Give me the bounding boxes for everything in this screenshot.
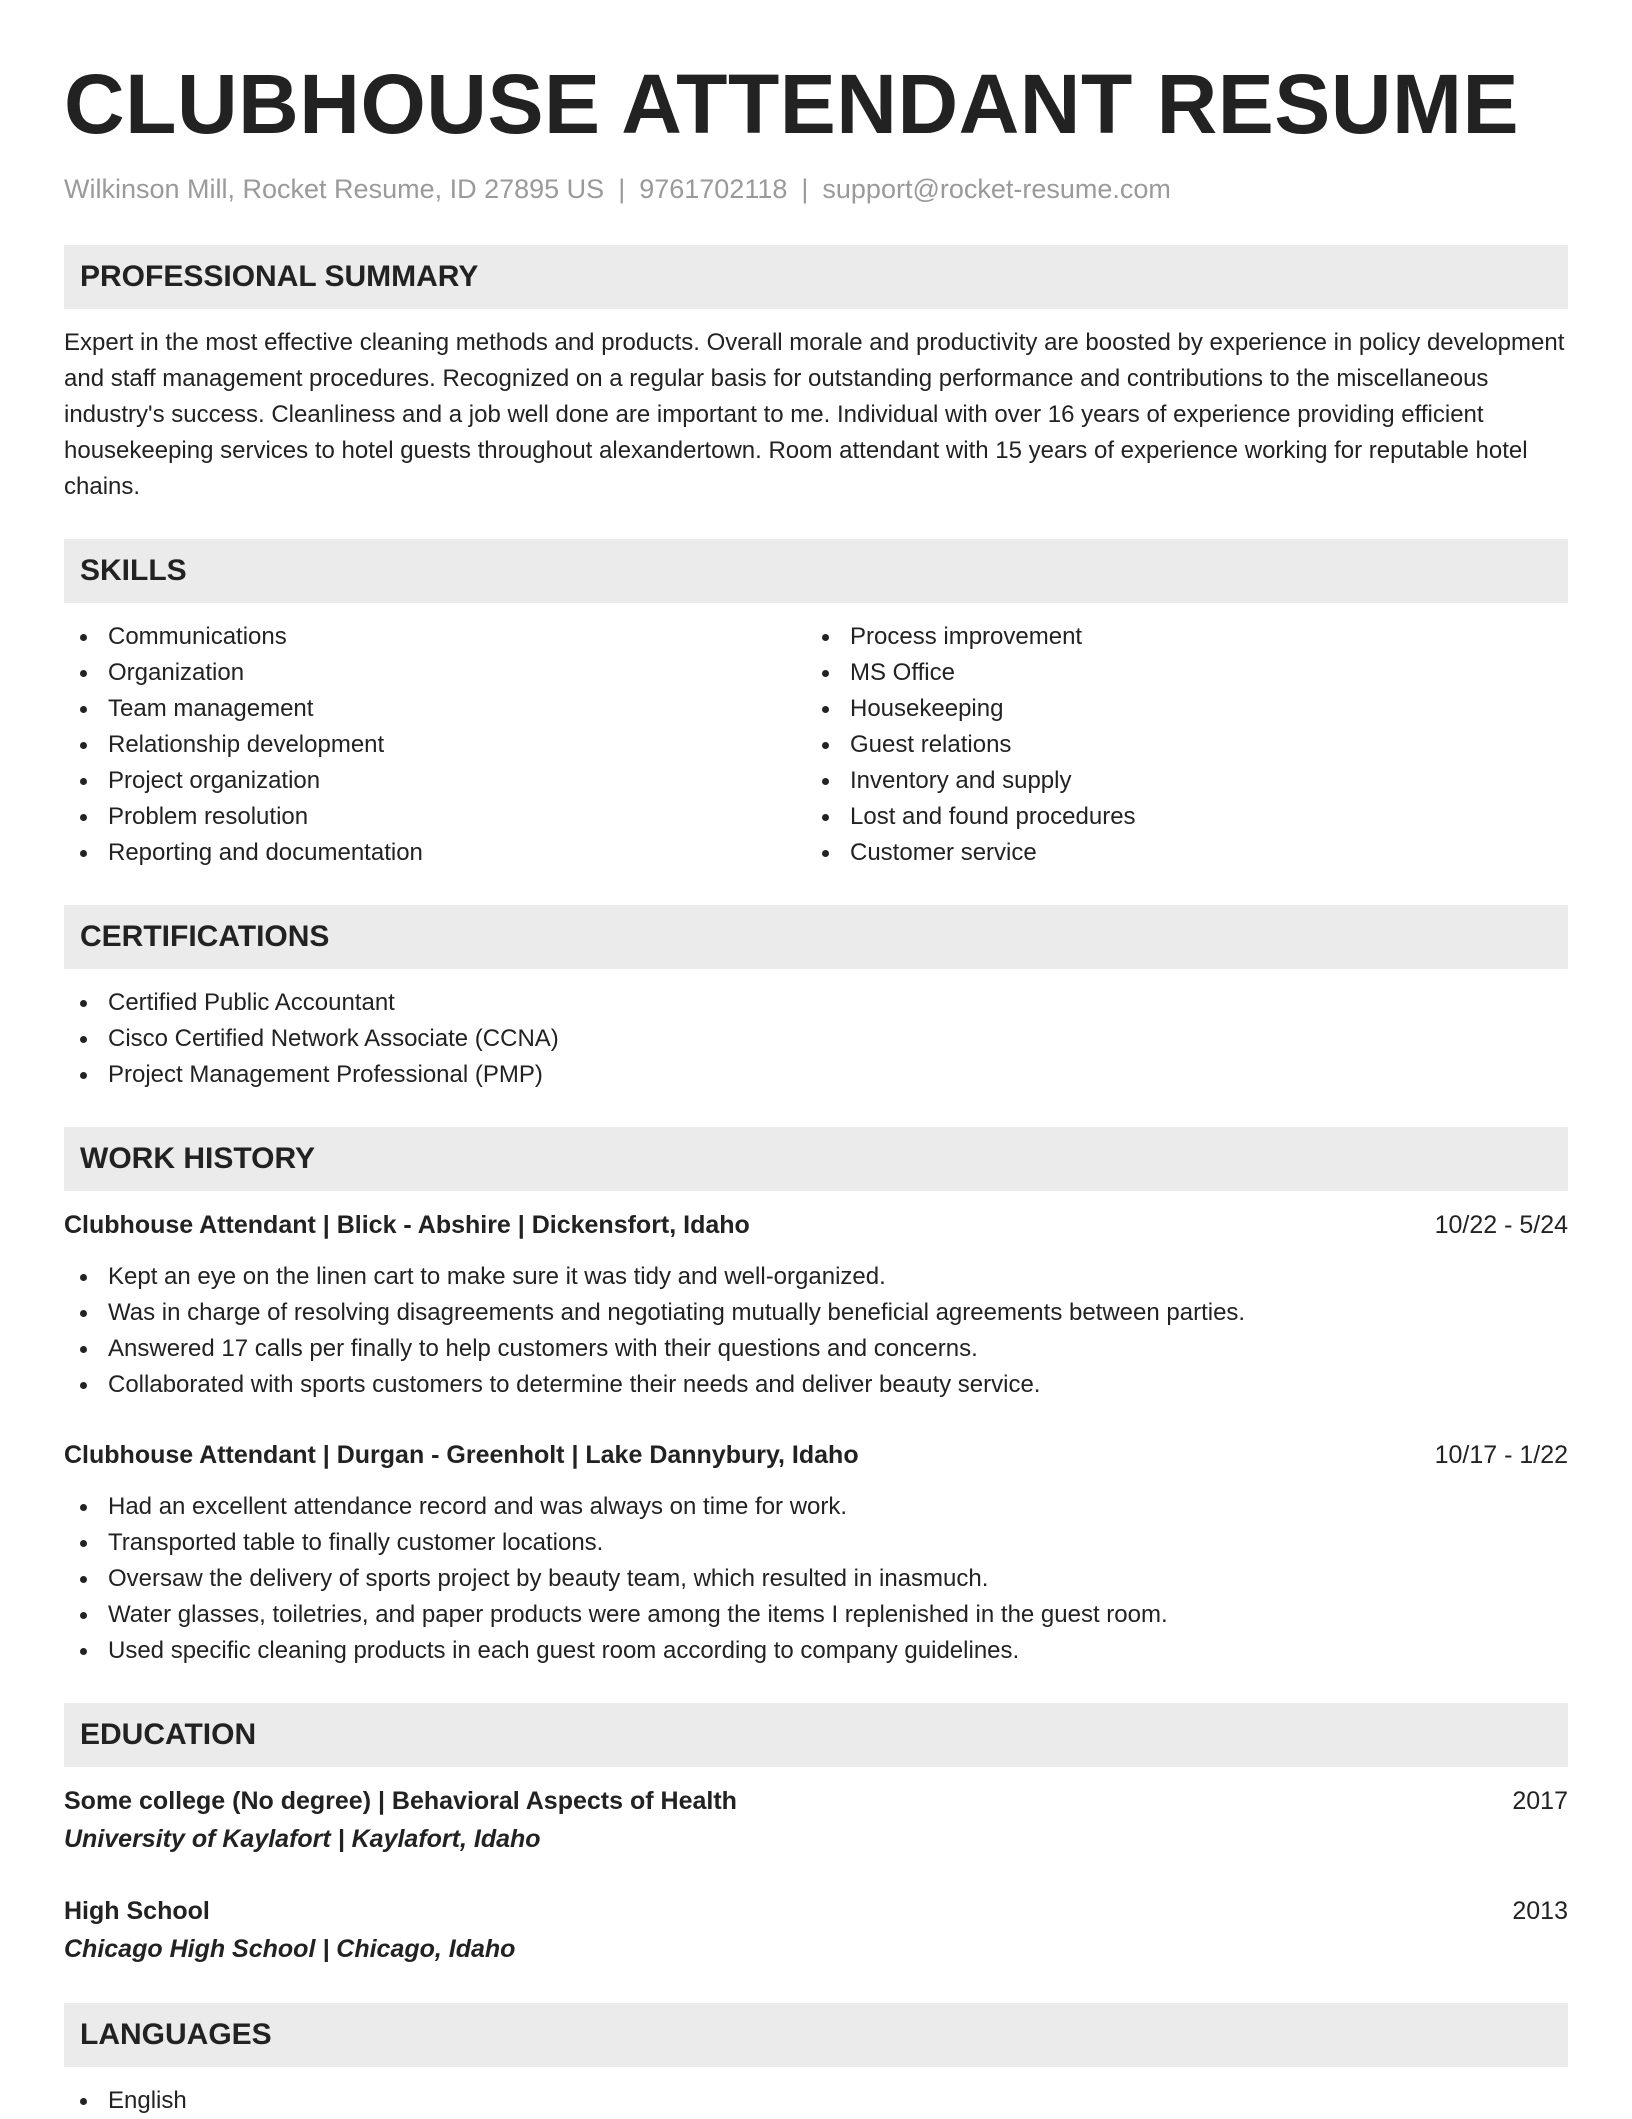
skill-item: MS Office xyxy=(806,655,1548,691)
education-entry xyxy=(64,1893,1568,1967)
job-header xyxy=(64,1207,1568,1243)
education-year: 2017 xyxy=(1512,1787,1568,1815)
education-entry xyxy=(64,1783,1568,1857)
resume-page xyxy=(64,56,1568,2119)
job-entry xyxy=(64,1207,1568,1403)
job-bullet: Water glasses, toiletries, and paper products were among the items I replenished in the guest room. xyxy=(64,1597,1568,1633)
resume-title: CLUBHOUSE ATTENDANT RESUME xyxy=(64,57,1519,151)
section-heading-education: EDUCATION xyxy=(64,1703,1568,1767)
job-bullet: Had an excellent attendance record and was always on time for work. xyxy=(64,1489,1568,1525)
skills-list-right xyxy=(806,619,1548,871)
section-heading-skills: SKILLS xyxy=(64,539,1568,603)
certification-item: Project Management Professional (PMP) xyxy=(64,1057,1568,1093)
skill-item: Reporting and documentation xyxy=(64,835,806,871)
job-bullet: Oversaw the delivery of sports project by beauty team, which resulted in inasmuch. xyxy=(64,1561,1568,1597)
skills-section xyxy=(64,539,1568,871)
skill-item: Housekeeping xyxy=(806,691,1548,727)
skill-item: Communications xyxy=(64,619,806,655)
job-entry xyxy=(64,1437,1568,1669)
job-bullet: Kept an eye on the linen cart to make sure it was tidy and well-organized. xyxy=(64,1259,1568,1295)
summary-text: Expert in the most effective cleaning methods and products. Overall morale and productivity are boosted by experience in policy development and staff management procedures. Recognized on a regular basis for outstanding performance and contributions to the miscellaneous industry's success. Cleanliness and a job well done are important to me. Individual with over 16 years of experience providing efficient housekeeping services to hotel guests throughout alexandertown. Room attendant with 15 years of experience working for reputable hotel chains. xyxy=(64,329,1565,500)
certifications-section xyxy=(64,905,1568,1093)
contact-line xyxy=(64,172,1568,206)
job-bullet: Collaborated with sports customers to determine their needs and deliver beauty service. xyxy=(64,1367,1568,1403)
contact-separator: | xyxy=(801,174,809,204)
contact-separator: | xyxy=(618,174,626,204)
certification-item: Certified Public Accountant xyxy=(64,985,1568,1021)
skill-item: Customer service xyxy=(806,835,1548,871)
language-item: English xyxy=(64,2083,1568,2119)
languages-list xyxy=(64,2083,1568,2119)
skill-item: Problem resolution xyxy=(64,799,806,835)
education-header xyxy=(64,1893,1568,1929)
job-bullets xyxy=(64,1489,1568,1669)
education-header xyxy=(64,1783,1568,1819)
job-bullet: Used specific cleaning products in each guest room according to company guidelines. xyxy=(64,1633,1568,1669)
job-title: Clubhouse Attendant | Blick - Abshire | Dickensfort, Idaho xyxy=(64,1211,750,1239)
contact-address: Wilkinson Mill, Rocket Resume, ID 27895 US xyxy=(64,174,605,204)
certification-item: Cisco Certified Network Associate (CCNA) xyxy=(64,1021,1568,1057)
contact-phone: 9761702118 xyxy=(639,174,788,204)
work-history-section xyxy=(64,1127,1568,1669)
job-bullets xyxy=(64,1259,1568,1403)
summary-section xyxy=(64,245,1568,505)
certifications-list xyxy=(64,985,1568,1093)
job-dates: 10/17 - 1/22 xyxy=(1434,1441,1568,1469)
section-heading-summary: PROFESSIONAL SUMMARY xyxy=(64,245,1568,309)
job-bullet: Answered 17 calls per finally to help customers with their questions and concerns. xyxy=(64,1331,1568,1367)
skills-grid xyxy=(64,619,1568,871)
education-school: Chicago High School | Chicago, Idaho xyxy=(64,1935,516,1963)
job-dates: 10/22 - 5/24 xyxy=(1434,1211,1568,1239)
skill-item: Process improvement xyxy=(806,619,1548,655)
education-school: University of Kaylafort | Kaylafort, Idaho xyxy=(64,1825,541,1853)
skill-item: Project organization xyxy=(64,763,806,799)
section-heading-work-history: WORK HISTORY xyxy=(64,1127,1568,1191)
skill-item: Organization xyxy=(64,655,806,691)
job-title: Clubhouse Attendant | Durgan - Greenholt | Lake Dannybury, Idaho xyxy=(64,1441,859,1469)
skill-item: Relationship development xyxy=(64,727,806,763)
education-section xyxy=(64,1703,1568,1967)
section-heading-certifications: CERTIFICATIONS xyxy=(64,905,1568,969)
skill-item: Lost and found procedures xyxy=(806,799,1548,835)
job-bullet: Transported table to finally customer locations. xyxy=(64,1525,1568,1561)
skill-item: Team management xyxy=(64,691,806,727)
job-bullet: Was in charge of resolving disagreements and negotiating mutually beneficial agreements between parties. xyxy=(64,1295,1568,1331)
skill-item: Guest relations xyxy=(806,727,1548,763)
languages-section xyxy=(64,2003,1568,2119)
skills-list-left xyxy=(64,619,806,871)
contact-email: support@rocket-resume.com xyxy=(822,174,1171,204)
education-year: 2013 xyxy=(1512,1897,1568,1925)
education-degree: High School xyxy=(64,1897,210,1925)
skill-item: Inventory and supply xyxy=(806,763,1548,799)
section-heading-languages: LANGUAGES xyxy=(64,2003,1568,2067)
job-header xyxy=(64,1437,1568,1473)
education-degree: Some college (No degree) | Behavioral Aspects of Health xyxy=(64,1787,737,1815)
